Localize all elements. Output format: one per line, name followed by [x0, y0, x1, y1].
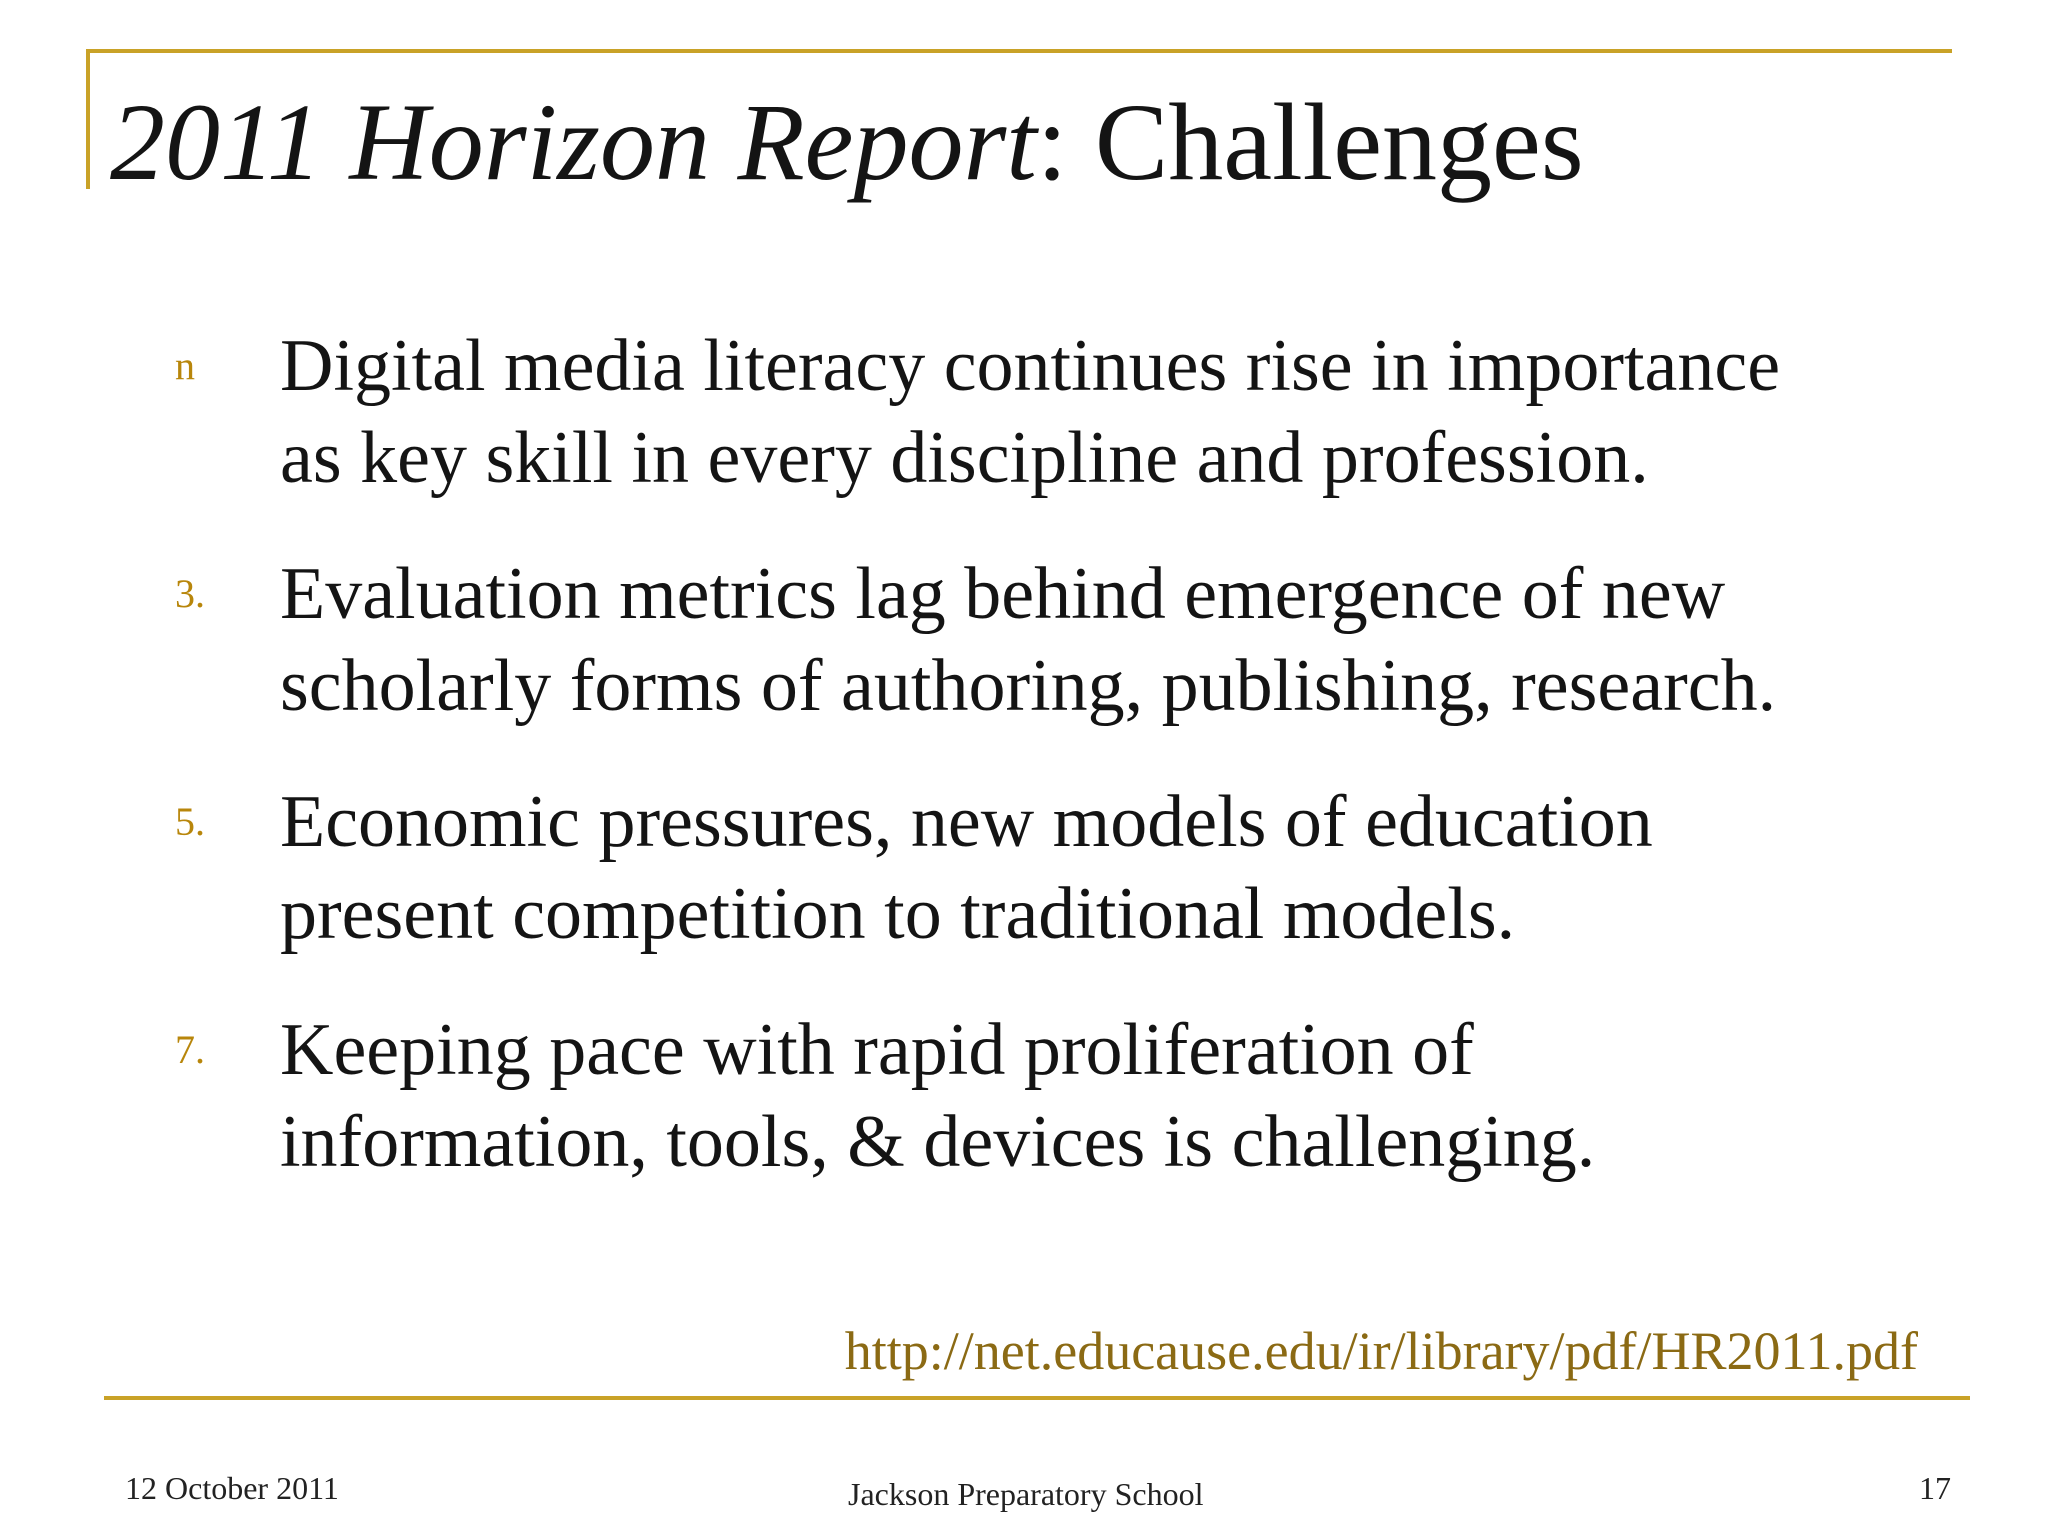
bullet-marker: 7.	[175, 1027, 205, 1072]
footer-school-name: Jackson Preparatory School	[848, 1476, 1204, 1512]
bullet-item	[175, 776, 1875, 960]
bullet-text-line: Evaluation metrics lag behind emergence of new	[280, 553, 1726, 635]
bullet-marker: n	[175, 343, 195, 388]
footer-rule	[104, 1396, 1970, 1400]
footer-date: 12 October 2011	[125, 1470, 339, 1506]
slide-title-italic: 2011 Horizon Report	[110, 81, 1037, 203]
bullet-marker: 3.	[175, 571, 205, 616]
title-rule-top	[86, 49, 1952, 53]
bullet-list	[175, 320, 1875, 1232]
bullet-text-line: Keeping pace with rapid proliferation of	[280, 1009, 1474, 1091]
title-rule-left	[86, 49, 90, 189]
slide-title	[110, 82, 1584, 203]
bullet-text-line: information, tools, & devices is challenging.	[280, 1101, 1596, 1183]
slide-number: 17	[1919, 1470, 1951, 1506]
bullet-item	[175, 320, 1875, 504]
bullet-marker: 5.	[175, 799, 205, 844]
bullet-item	[175, 1004, 1875, 1188]
bullet-text-line: present competition to traditional models.	[280, 873, 1516, 955]
bullet-text-line: Economic pressures, new models of education	[280, 781, 1653, 863]
slide-title-rest: : Challenges	[1036, 81, 1584, 203]
bullet-text-line: scholarly forms of authoring, publishing, research.	[280, 645, 1777, 727]
source-url-link[interactable]: http://net.educause.edu/ir/library/pdf/HR2011.pdf	[844, 1321, 1918, 1381]
bullet-text-line: Digital media literacy continues rise in importance	[280, 325, 1781, 407]
bullet-text-line: as key skill in every discipline and profession.	[280, 417, 1649, 499]
bullet-item	[175, 548, 1875, 732]
